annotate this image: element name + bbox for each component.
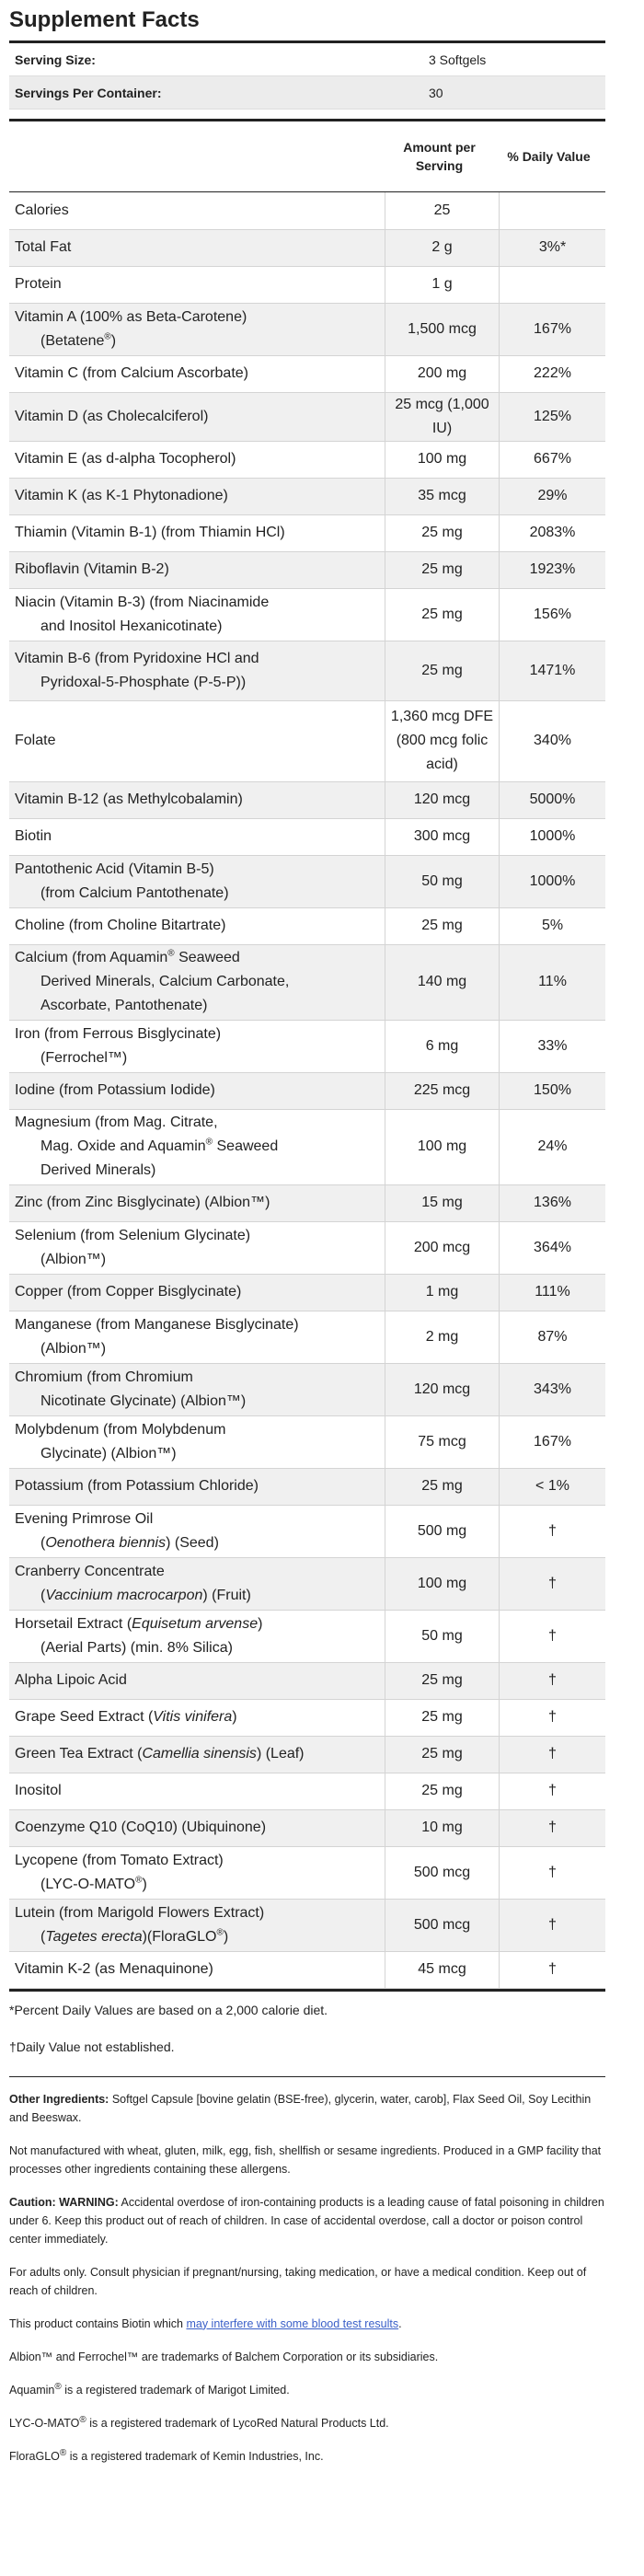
nutrient-row — [9, 855, 605, 907]
nutrient-amount: 100 mg — [385, 1109, 500, 1184]
nutrient-row — [9, 1311, 605, 1363]
nutrient-daily-value: 150% — [500, 1072, 606, 1109]
nutrient-row — [9, 818, 605, 855]
nutrient-daily-value: 340% — [500, 700, 606, 781]
nutrient-daily-value — [500, 192, 606, 229]
nutrient-amount: 1 mg — [385, 1274, 500, 1311]
nutrient-amount: 25 mg — [385, 641, 500, 700]
nutrient-row — [9, 1846, 605, 1899]
nutrient-amount: 45 mcg — [385, 1951, 500, 1988]
nutrient-name: Zinc (from Zinc Bisglycinate) (Albion™) — [9, 1184, 385, 1221]
nutrient-amount: 500 mg — [385, 1505, 500, 1557]
nutrient-daily-value: † — [500, 1736, 606, 1773]
nutrient-daily-value: † — [500, 1699, 606, 1736]
nutrient-row — [9, 1773, 605, 1809]
nutrient-name: Total Fat — [9, 229, 385, 266]
nutrient-amount: 25 mg — [385, 1736, 500, 1773]
nutrient-row — [9, 1899, 605, 1951]
nutrient-name: Molybdenum (from Molybdenum Glycinate) (Albion™) — [9, 1415, 385, 1468]
nutrient-row — [9, 392, 605, 441]
nutrient-amount: 35 mcg — [385, 478, 500, 514]
nutrient-name: Grape Seed Extract (Vitis vinifera) — [9, 1699, 385, 1736]
other-ingredients: Other Ingredients: Softgel Capsule [bovine gelatin (BSE-free), glycerin, water, carob], Flax Seed Oil, Soy Lecithin and Beeswax. — [9, 2092, 592, 2124]
nutrient-amount: 25 — [385, 192, 500, 229]
nutrient-row — [9, 1662, 605, 1699]
nutrient-amount: 200 mcg — [385, 1221, 500, 1274]
nutrient-daily-value: 3%* — [500, 229, 606, 266]
nutrient-name: Protein — [9, 266, 385, 303]
nutrient-daily-value: 5000% — [500, 781, 606, 818]
nutrient-name: Vitamin C (from Calcium Ascorbate) — [9, 355, 385, 392]
nutrient-name: Biotin — [9, 818, 385, 855]
nutrient-daily-value: † — [500, 1846, 606, 1899]
caution-warning: Caution: WARNING: Accidental overdose of iron-containing products is a leading cause of fatal poisoning in children under 6. Keep this product out of reach of children. In case of accidental overdose, call a doctor or poison control center immediately. — [9, 2195, 604, 2246]
nutrient-daily-value: 156% — [500, 588, 606, 641]
nutrient-name: Iodine (from Potassium Iodide) — [9, 1072, 385, 1109]
nutrient-daily-value: 87% — [500, 1311, 606, 1363]
nutrient-daily-value: 167% — [500, 303, 606, 355]
nutrient-name: Horsetail Extract (Equisetum arvense) (Aerial Parts) (min. 8% Silica) — [9, 1610, 385, 1662]
footnote-rule — [9, 2076, 605, 2077]
nutrient-daily-value: 364% — [500, 1221, 606, 1274]
nutrient-name: Vitamin A (100% as Beta-Carotene) (Betatene®) — [9, 303, 385, 355]
blood-test-link[interactable]: may interfere with some blood test results — [186, 2316, 399, 2330]
nutrient-row — [9, 944, 605, 1020]
nutrient-amount: 25 mg — [385, 588, 500, 641]
nutrient-row — [9, 588, 605, 641]
nutrient-row — [9, 478, 605, 514]
nutrient-row — [9, 1557, 605, 1610]
nutrient-daily-value: 1923% — [500, 551, 606, 588]
nutrient-name: Alpha Lipoic Acid — [9, 1662, 385, 1699]
nutrient-row — [9, 514, 605, 551]
nutrient-row — [9, 1363, 605, 1415]
amount-header: Amount per Serving — [403, 139, 476, 173]
nutrient-amount: 120 mcg — [385, 1363, 500, 1415]
nutrient-amount: 100 mg — [385, 1557, 500, 1610]
nutrient-row — [9, 303, 605, 355]
nutrient-amount: 120 mcg — [385, 781, 500, 818]
nutrient-amount: 2 mg — [385, 1311, 500, 1363]
nutrient-amount: 25 mcg (1,000 IU) — [385, 392, 500, 441]
nutrient-amount: 10 mg — [385, 1809, 500, 1846]
nutrient-daily-value: < 1% — [500, 1468, 606, 1505]
nutrient-amount: 6 mg — [385, 1020, 500, 1072]
nutrient-name: Manganese (from Manganese Bisglycinate) (Albion™) — [9, 1311, 385, 1363]
nutrient-name: Inositol — [9, 1773, 385, 1809]
nutrient-name: Pantothenic Acid (Vitamin B-5) (from Calcium Pantothenate) — [9, 855, 385, 907]
nutrient-row — [9, 1072, 605, 1109]
nutrient-daily-value: † — [500, 1951, 606, 1988]
nutrient-amount: 75 mcg — [385, 1415, 500, 1468]
trademark-albion: Albion™ and Ferrochel™ are trademarks of Balchem Corporation or its subsidiaries. — [9, 2350, 439, 2363]
nutrient-daily-value: 167% — [500, 1415, 606, 1468]
servings-per-container-row: Servings Per Container: 30 — [9, 76, 605, 110]
table-bottom-rule — [9, 1989, 605, 1992]
nutrient-daily-value: 125% — [500, 392, 606, 441]
nutrient-amount: 25 mg — [385, 514, 500, 551]
serving-size-row: Serving Size: 3 Softgels — [9, 43, 605, 76]
nutrient-daily-value: 33% — [500, 1020, 606, 1072]
nutrient-amount: 225 mcg — [385, 1072, 500, 1109]
nutrient-daily-value — [500, 266, 606, 303]
nutrient-name: Niacin (Vitamin B-3) (from Niacinamide and Inositol Hexanicotinate) — [9, 588, 385, 641]
nutrient-row — [9, 1468, 605, 1505]
nutrient-name: Magnesium (from Mag. Citrate, Mag. Oxide and Aquamin® Seaweed Derived Minerals) — [9, 1109, 385, 1184]
product-information — [9, 2090, 605, 2466]
nutrient-row — [9, 1221, 605, 1274]
adults-only-statement: For adults only. Consult physician if pregnant/nursing, taking medication, or have a medical condition. Keep out of reach of children. — [9, 2265, 587, 2297]
nutrient-daily-value: † — [500, 1662, 606, 1699]
nutrient-row — [9, 551, 605, 588]
nutrient-daily-value: 29% — [500, 478, 606, 514]
nutrient-name: Green Tea Extract (Camellia sinensis) (Leaf) — [9, 1736, 385, 1773]
nutrient-daily-value: 24% — [500, 1109, 606, 1184]
nutrient-row — [9, 1809, 605, 1846]
nutrient-daily-value: † — [500, 1557, 606, 1610]
nutrient-row — [9, 266, 605, 303]
nutrient-daily-value: 1000% — [500, 855, 606, 907]
nutrient-amount: 1,360 mcg DFE (800 mcg folic acid) — [385, 700, 500, 781]
column-header — [9, 121, 605, 191]
nutrient-name: Copper (from Copper Bisglycinate) — [9, 1274, 385, 1311]
supplement-facts-panel — [9, 0, 605, 2480]
nutrient-row — [9, 700, 605, 781]
nutrient-amount: 50 mg — [385, 855, 500, 907]
nutrient-daily-value: 1471% — [500, 641, 606, 700]
nutrient-daily-value: † — [500, 1899, 606, 1951]
nutrient-row — [9, 1274, 605, 1311]
nutrient-daily-value: 136% — [500, 1184, 606, 1221]
nutrient-row — [9, 355, 605, 392]
nutrient-name: Vitamin E (as d-alpha Tocopherol) — [9, 441, 385, 478]
nutrient-name: Selenium (from Selenium Glycinate) (Albion™) — [9, 1221, 385, 1274]
nutrient-amount: 25 mg — [385, 1662, 500, 1699]
nutrient-name: Vitamin B-12 (as Methylcobalamin) — [9, 781, 385, 818]
nutrient-daily-value: † — [500, 1505, 606, 1557]
nutrient-name: Folate — [9, 700, 385, 781]
nutrient-row — [9, 229, 605, 266]
nutrient-table — [9, 192, 605, 1989]
trademark-aquamin: Aquamin® is a registered trademark of Marigot Limited. — [9, 2381, 290, 2397]
nutrient-row — [9, 1109, 605, 1184]
nutrient-row — [9, 1505, 605, 1557]
nutrient-amount: 25 mg — [385, 551, 500, 588]
trademark-lycomato: LYC-O-MATO® is a registered trademark of LycoRed Natural Products Ltd. — [9, 2414, 389, 2430]
nutrient-row — [9, 781, 605, 818]
percent-daily-footnote: *Percent Daily Values are based on a 2,000 calorie diet. — [9, 2002, 328, 2017]
nutrient-amount: 25 mg — [385, 1699, 500, 1736]
nutrient-daily-value: 343% — [500, 1363, 606, 1415]
nutrient-row — [9, 641, 605, 700]
nutrient-daily-value: 111% — [500, 1274, 606, 1311]
nutrient-daily-value: 222% — [500, 355, 606, 392]
nutrient-name: Calcium (from Aquamin® Seaweed Derived Minerals, Calcium Carbonate, Ascorbate, Pantothenate) — [9, 944, 385, 1020]
panel-title: Supplement Facts — [9, 7, 200, 32]
nutrient-name: Vitamin K (as K-1 Phytonadione) — [9, 478, 385, 514]
nutrient-name: Chromium (from Chromium Nicotinate Glycinate) (Albion™) — [9, 1363, 385, 1415]
nutrient-amount: 2 g — [385, 229, 500, 266]
nutrient-amount: 50 mg — [385, 1610, 500, 1662]
allergen-statement: Not manufactured with wheat, gluten, milk, egg, fish, shellfish or sesame ingredients. Produced in a GMP facility that processes other ingredients containing these allergens. — [9, 2143, 602, 2176]
nutrient-name: Coenzyme Q10 (CoQ10) (Ubiquinone) — [9, 1809, 385, 1846]
nutrient-name: Lycopene (from Tomato Extract) (LYC-O-MATO®) — [9, 1846, 385, 1899]
nutrient-row — [9, 1184, 605, 1221]
nutrient-name: Cranberry Concentrate (Vaccinium macrocarpon) (Fruit) — [9, 1557, 385, 1610]
nutrient-amount: 15 mg — [385, 1184, 500, 1221]
dagger-footnote: †Daily Value not established. — [9, 2039, 175, 2054]
nutrient-daily-value: † — [500, 1773, 606, 1809]
nutrient-name: Evening Primrose Oil (Oenothera biennis) (Seed) — [9, 1505, 385, 1557]
nutrient-row — [9, 1415, 605, 1468]
nutrient-row — [9, 1020, 605, 1072]
nutrient-name: Lutein (from Marigold Flowers Extract) (Tagetes erecta)(FloraGLO®) — [9, 1899, 385, 1951]
nutrient-row — [9, 1951, 605, 1988]
nutrient-row — [9, 1610, 605, 1662]
nutrient-daily-value: 667% — [500, 441, 606, 478]
nutrient-amount: 1,500 mcg — [385, 303, 500, 355]
nutrient-name: Vitamin K-2 (as Menaquinone) — [9, 1951, 385, 1988]
nutrient-name: Vitamin B-6 (from Pyridoxine HCl and Pyridoxal-5-Phosphate (P-5-P)) — [9, 641, 385, 700]
biotin-statement: This product contains Biotin which may interfere with some blood test results. — [9, 2316, 402, 2330]
nutrient-amount: 1 g — [385, 266, 500, 303]
nutrient-amount: 25 mg — [385, 1468, 500, 1505]
nutrient-amount: 25 mg — [385, 907, 500, 944]
nutrient-daily-value: 5% — [500, 907, 606, 944]
nutrient-daily-value: † — [500, 1809, 606, 1846]
nutrient-amount: 500 mcg — [385, 1846, 500, 1899]
nutrient-name: Choline (from Choline Bitartrate) — [9, 907, 385, 944]
nutrient-name: Vitamin D (as Cholecalciferol) — [9, 392, 385, 441]
nutrient-row — [9, 192, 605, 229]
nutrient-daily-value: 11% — [500, 944, 606, 1020]
nutrient-name: Iron (from Ferrous Bisglycinate) (Ferrochel™) — [9, 1020, 385, 1072]
nutrient-name: Riboflavin (Vitamin B-2) — [9, 551, 385, 588]
nutrient-row — [9, 907, 605, 944]
nutrient-daily-value: 2083% — [500, 514, 606, 551]
daily-value-header: % Daily Value — [507, 149, 591, 164]
trademark-floraglo: FloraGLO® is a registered trademark of Kemin Industries, Inc. — [9, 2447, 324, 2463]
nutrient-name: Calories — [9, 192, 385, 229]
nutrient-row — [9, 1736, 605, 1773]
nutrient-amount: 200 mg — [385, 355, 500, 392]
nutrient-daily-value: † — [500, 1610, 606, 1662]
nutrient-amount: 500 mcg — [385, 1899, 500, 1951]
nutrient-amount: 25 mg — [385, 1773, 500, 1809]
footnotes — [9, 2001, 605, 2056]
nutrient-daily-value: 1000% — [500, 818, 606, 855]
nutrient-amount: 300 mcg — [385, 818, 500, 855]
nutrient-amount: 140 mg — [385, 944, 500, 1020]
nutrient-row — [9, 1699, 605, 1736]
nutrient-row — [9, 441, 605, 478]
nutrient-name: Potassium (from Potassium Chloride) — [9, 1468, 385, 1505]
nutrient-amount: 100 mg — [385, 441, 500, 478]
nutrient-name: Thiamin (Vitamin B-1) (from Thiamin HCl) — [9, 514, 385, 551]
